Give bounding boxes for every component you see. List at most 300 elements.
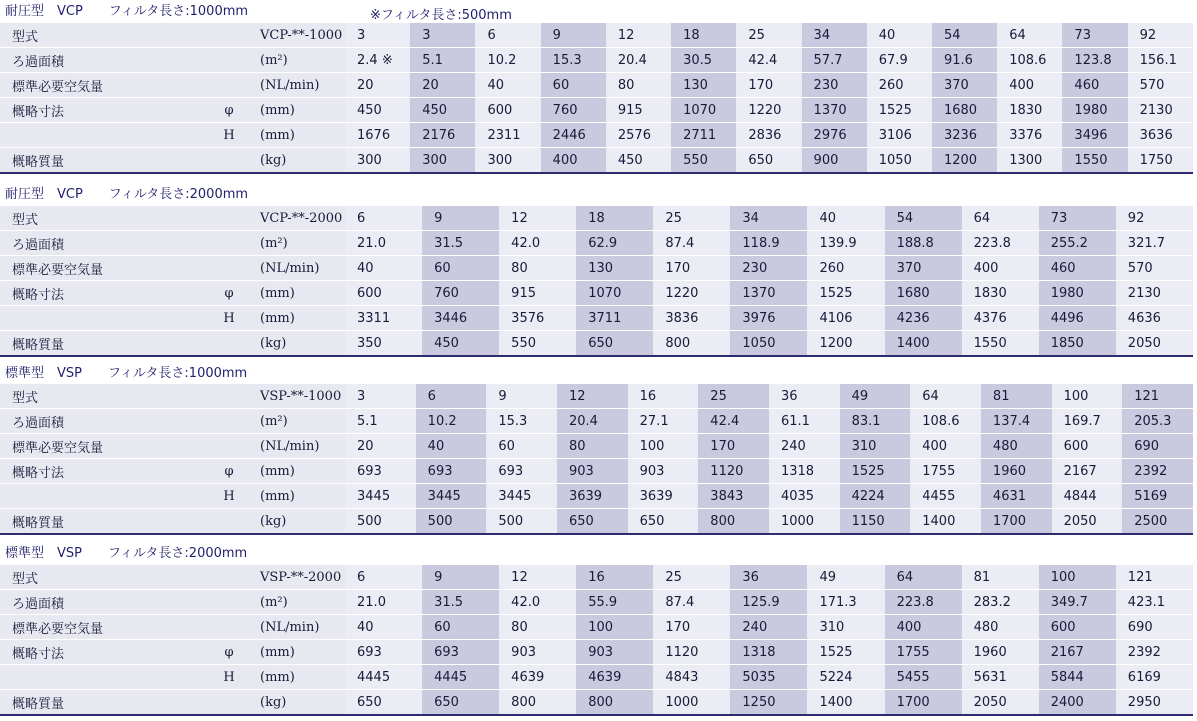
table-cell: 5.1 [410,48,475,73]
table-cell: 1525 [807,281,884,306]
table-cell: 5631 [962,665,1039,690]
table-cell: 92 [1128,23,1193,48]
table-cell: 4236 [885,306,962,331]
table-cell: 1400 [910,509,981,535]
table-cell: 4035 [769,484,840,509]
table-cell: 600 [1039,615,1116,640]
table-cell: 550 [499,331,576,357]
table-cell: 3 [410,23,475,48]
table-cell: 1318 [730,640,807,665]
table-cell: 1960 [962,640,1039,665]
table-cell: 1755 [885,640,962,665]
table-cell: 4639 [576,665,653,690]
table-cell: 2050 [1116,331,1193,357]
table-cell: 650 [422,690,499,716]
table-cell: 1980 [1039,281,1116,306]
table-cell: 1400 [885,331,962,357]
table-cell: 4639 [499,665,576,690]
table-cell: 9 [486,384,557,409]
row-label: ろ過面積 [0,409,212,434]
table-cell: 125.9 [730,590,807,615]
table-cell: 40 [345,256,422,281]
table-cell: 1755 [910,459,981,484]
table-row [0,123,1193,148]
table-cell: 1700 [885,690,962,716]
table-cell: 300 [410,148,475,174]
table-cell: 188.8 [885,231,962,256]
table-cell: 54 [885,206,962,231]
table-cell: 283.2 [962,590,1039,615]
table-cell: 450 [422,331,499,357]
table-cell: 80 [557,434,628,459]
table-cell: 1550 [1062,148,1127,174]
row-symbol [212,331,246,357]
table-cell: 3376 [997,123,1062,148]
table-row [0,48,1193,73]
table-cell: 1525 [867,98,932,123]
table-cell: 64 [910,384,981,409]
table-cell: 9 [422,565,499,590]
table-cell: 4455 [910,484,981,509]
table-cell: 500 [345,509,416,535]
table-cell: 230 [802,73,867,98]
table-cell: 73 [1062,23,1127,48]
table-cell: 21.0 [345,231,422,256]
table-cell: 1525 [807,640,884,665]
row-unit: (mm) [246,640,345,665]
table-row [0,434,1193,459]
table-row [0,148,1193,174]
table-cell: 2576 [606,123,671,148]
table-cell: 81 [962,565,1039,590]
row-unit: (kg) [246,509,345,535]
table-row [0,409,1193,434]
table-cell: 2711 [671,123,736,148]
table-cell: 1400 [807,690,884,716]
row-label: ろ過面積 [0,48,212,73]
row-symbol [212,590,246,615]
table-cell: 450 [410,98,475,123]
table-cell: 9 [422,206,499,231]
table-cell: 3711 [576,306,653,331]
table-row [0,484,1193,509]
row-symbol [212,409,246,434]
table-row [0,640,1193,665]
table-cell: 54 [932,23,997,48]
row-unit: (kg) [246,331,345,357]
table-cell: 80 [606,73,671,98]
table-cell: 1830 [962,281,1039,306]
table-cell: 80 [499,615,576,640]
table-cell: 1120 [698,459,769,484]
table-cell: 9 [541,23,606,48]
row-unit: (NL/min) [246,615,345,640]
table-cell: 800 [653,331,730,357]
table-cell: 321.7 [1116,231,1193,256]
table-row [0,256,1193,281]
row-label: 概略寸法 [0,640,212,665]
table-cell: 40 [475,73,540,98]
table-cell: 20.4 [606,48,671,73]
row-label: 標準必要空気量 [0,434,212,459]
spec-table [0,23,1193,174]
row-unit: (m²) [246,48,345,73]
row-unit: (mm) [246,123,345,148]
table-cell: 42.0 [499,231,576,256]
row-unit: (NL/min) [246,73,345,98]
table-cell: 81 [981,384,1052,409]
row-unit: VCP-**-1000 [246,23,345,48]
table-cell: 6 [475,23,540,48]
table-cell: 3576 [499,306,576,331]
table-cell: 2392 [1116,640,1193,665]
table-cell: 240 [730,615,807,640]
table-cell: 12 [499,206,576,231]
table-cell: 2500 [1122,509,1193,535]
table-cell: 370 [932,73,997,98]
table-cell: 4445 [345,665,422,690]
row-label: 概略質量 [0,331,212,357]
row-label [0,306,212,331]
table-cell: 350 [345,331,422,357]
table-cell: 2176 [410,123,475,148]
table-cell: 3976 [730,306,807,331]
table-cell: 5455 [885,665,962,690]
row-label [0,484,212,509]
table-cell: 1676 [345,123,410,148]
table-cell: 4376 [962,306,1039,331]
table-cell: 690 [1122,434,1193,459]
table-cell: 3836 [653,306,730,331]
table-cell: 1700 [981,509,1052,535]
table-cell: 20 [410,73,475,98]
table-cell: 260 [867,73,932,98]
section-title: 耐圧型 VCP フィルタ長さ:1000mm [5,4,249,19]
row-label: 概略質量 [0,690,212,716]
table-cell: 20.4 [557,409,628,434]
table-cell: 49 [840,384,911,409]
table-row [0,281,1193,306]
table-cell: 693 [422,640,499,665]
row-unit: VSP-**-2000 [246,565,345,590]
table-cell: 1070 [576,281,653,306]
table-cell: 423.1 [1116,590,1193,615]
table-row [0,565,1193,590]
table-cell: 2.4 ※ [345,48,410,73]
table-row [0,331,1193,357]
row-label: 標準必要空気量 [0,73,212,98]
table-cell: 800 [698,509,769,535]
table-cell: 693 [345,640,422,665]
table-cell: 1050 [730,331,807,357]
table-cell: 600 [345,281,422,306]
table-cell: 570 [1116,256,1193,281]
table-row [0,590,1193,615]
table-row [0,231,1193,256]
table-cell: 18 [671,23,736,48]
table-cell: 87.4 [653,590,730,615]
table-cell: 60 [486,434,557,459]
row-unit: (mm) [246,459,345,484]
table-cell: 600 [475,98,540,123]
table-cell: 91.6 [932,48,997,73]
table-cell: 60 [541,73,606,98]
table-cell: 25 [653,206,730,231]
table-cell: 693 [416,459,487,484]
spec-table [0,565,1193,716]
table-row [0,509,1193,535]
row-label: 概略寸法 [0,459,212,484]
table-cell: 4844 [1052,484,1123,509]
table-cell: 6 [345,206,422,231]
table-cell: 1525 [840,459,911,484]
row-label: 型式 [0,565,212,590]
table-cell: 92 [1116,206,1193,231]
table-cell: 650 [345,690,422,716]
table-cell: 100 [1052,384,1123,409]
table-cell: 1200 [932,148,997,174]
row-label [0,665,212,690]
table-row [0,459,1193,484]
table-cell: 108.6 [997,48,1062,73]
table-cell: 137.4 [981,409,1052,434]
table-cell: 460 [1062,73,1127,98]
table-row [0,306,1193,331]
table-cell: 40 [807,206,884,231]
table-row [0,690,1193,716]
table-cell: 650 [628,509,699,535]
section-title: 標準型 VSP フィルタ長さ:2000mm [5,546,248,561]
row-symbol [212,48,246,73]
table-cell: 4106 [807,306,884,331]
table-cell: 915 [499,281,576,306]
table-cell: 693 [486,459,557,484]
row-unit: (NL/min) [246,256,345,281]
table-row [0,73,1193,98]
table-cell: 650 [736,148,801,174]
table-cell: 4636 [1116,306,1193,331]
table-cell: 5169 [1122,484,1193,509]
table-cell: 1000 [769,509,840,535]
table-cell: 40 [867,23,932,48]
table-cell: 400 [885,615,962,640]
row-symbol [212,384,246,409]
table-cell: 1680 [885,281,962,306]
table-cell: 310 [840,434,911,459]
table-cell: 6169 [1116,665,1193,690]
table-cell: 2050 [962,690,1039,716]
table-cell: 80 [499,256,576,281]
table-cell: 240 [769,434,840,459]
table-row [0,23,1193,48]
row-label: 型式 [0,23,212,48]
row-symbol: H [212,484,246,509]
table-cell: 40 [416,434,487,459]
table-cell: 205.3 [1122,409,1193,434]
table-cell: 3 [345,384,416,409]
table-cell: 10.2 [416,409,487,434]
table-cell: 16 [576,565,653,590]
table-cell: 3639 [628,484,699,509]
table-cell: 64 [997,23,1062,48]
table-cell: 3639 [557,484,628,509]
table-cell: 4496 [1039,306,1116,331]
table-cell: 1150 [840,509,911,535]
table-cell: 1200 [807,331,884,357]
table-cell: 450 [345,98,410,123]
table-cell: 10.2 [475,48,540,73]
table-cell: 3236 [932,123,997,148]
table-cell: 156.1 [1128,48,1193,73]
row-symbol [212,256,246,281]
table-cell: 64 [885,565,962,590]
table-cell: 1120 [653,640,730,665]
table-cell: 4843 [653,665,730,690]
section-note: ※フィルタ長さ:500mm [370,8,512,23]
table-cell: 400 [997,73,1062,98]
table-cell: 480 [962,615,1039,640]
row-unit: VCP-**-2000 [246,206,345,231]
table-cell: 5844 [1039,665,1116,690]
table-cell: 61.1 [769,409,840,434]
row-symbol [212,73,246,98]
table-cell: 31.5 [422,590,499,615]
table-cell: 5224 [807,665,884,690]
table-cell: 118.9 [730,231,807,256]
table-cell: 760 [541,98,606,123]
row-label: 概略質量 [0,148,212,174]
row-symbol: H [212,306,246,331]
row-symbol [212,434,246,459]
table-cell: 15.3 [486,409,557,434]
table-cell: 1370 [802,98,867,123]
table-cell: 1220 [653,281,730,306]
table-cell: 1680 [932,98,997,123]
table-cell: 2130 [1128,98,1193,123]
table-cell: 1220 [736,98,801,123]
row-symbol [212,23,246,48]
table-cell: 100 [576,615,653,640]
table-cell: 42.4 [736,48,801,73]
table-cell: 34 [802,23,867,48]
table-cell: 6 [416,384,487,409]
table-cell: 18 [576,206,653,231]
table-cell: 40 [345,615,422,640]
section-title: 耐圧型 VCP フィルタ長さ:2000mm [5,187,249,202]
row-label: ろ過面積 [0,231,212,256]
table-cell: 2167 [1039,640,1116,665]
row-label: 型式 [0,384,212,409]
table-cell: 310 [807,615,884,640]
table-cell: 1830 [997,98,1062,123]
table-cell: 36 [769,384,840,409]
table-cell: 108.6 [910,409,981,434]
table-cell: 12 [557,384,628,409]
table-cell: 121 [1122,384,1193,409]
table-cell: 600 [1052,434,1123,459]
table-cell: 67.9 [867,48,932,73]
table-cell: 21.0 [345,590,422,615]
table-cell: 300 [475,148,540,174]
table-cell: 570 [1128,73,1193,98]
row-unit: (kg) [246,148,345,174]
table-cell: 1318 [769,459,840,484]
table-cell: 3843 [698,484,769,509]
table-cell: 2976 [802,123,867,148]
table-cell: 903 [628,459,699,484]
table-cell: 915 [606,98,671,123]
row-symbol [212,690,246,716]
table-cell: 2167 [1052,459,1123,484]
table-cell: 30.5 [671,48,736,73]
table-cell: 2050 [1052,509,1123,535]
row-symbol [212,615,246,640]
table-cell: 6 [345,565,422,590]
row-label: 概略寸法 [0,281,212,306]
row-label: 標準必要空気量 [0,615,212,640]
row-symbol: φ [212,281,246,306]
table-cell: 400 [541,148,606,174]
table-cell: 903 [576,640,653,665]
table-cell: 36 [730,565,807,590]
table-cell: 260 [807,256,884,281]
table-cell: 800 [576,690,653,716]
table-cell: 27.1 [628,409,699,434]
table-cell: 2400 [1039,690,1116,716]
table-row [0,98,1193,123]
spec-table [0,384,1193,535]
row-label: 標準必要空気量 [0,256,212,281]
table-cell: 15.3 [541,48,606,73]
table-cell: 480 [981,434,1052,459]
table-row [0,665,1193,690]
table-cell: 690 [1116,615,1193,640]
table-cell: 1250 [730,690,807,716]
table-cell: 25 [736,23,801,48]
row-symbol: φ [212,640,246,665]
table-cell: 73 [1039,206,1116,231]
row-symbol [212,206,246,231]
row-symbol: φ [212,98,246,123]
table-cell: 171.3 [807,590,884,615]
table-cell: 100 [1039,565,1116,590]
table-cell: 650 [576,331,653,357]
row-unit: (kg) [246,690,345,716]
row-unit: (mm) [246,281,345,306]
row-unit: (mm) [246,665,345,690]
table-cell: 223.8 [962,231,1039,256]
table-cell: 170 [698,434,769,459]
table-cell: 1980 [1062,98,1127,123]
table-cell: 5035 [730,665,807,690]
table-cell: 4224 [840,484,911,509]
table-cell: 3446 [422,306,499,331]
table-cell: 31.5 [422,231,499,256]
table-cell: 170 [653,615,730,640]
table-cell: 2130 [1116,281,1193,306]
table-cell: 2311 [475,123,540,148]
table-cell: 760 [422,281,499,306]
table-cell: 1370 [730,281,807,306]
row-label: 概略寸法 [0,98,212,123]
section-title: 標準型 VSP フィルタ長さ:1000mm [5,366,248,381]
table-cell: 3636 [1128,123,1193,148]
table-row [0,384,1193,409]
table-cell: 500 [416,509,487,535]
table-cell: 170 [736,73,801,98]
table-cell: 57.7 [802,48,867,73]
table-cell: 20 [345,73,410,98]
